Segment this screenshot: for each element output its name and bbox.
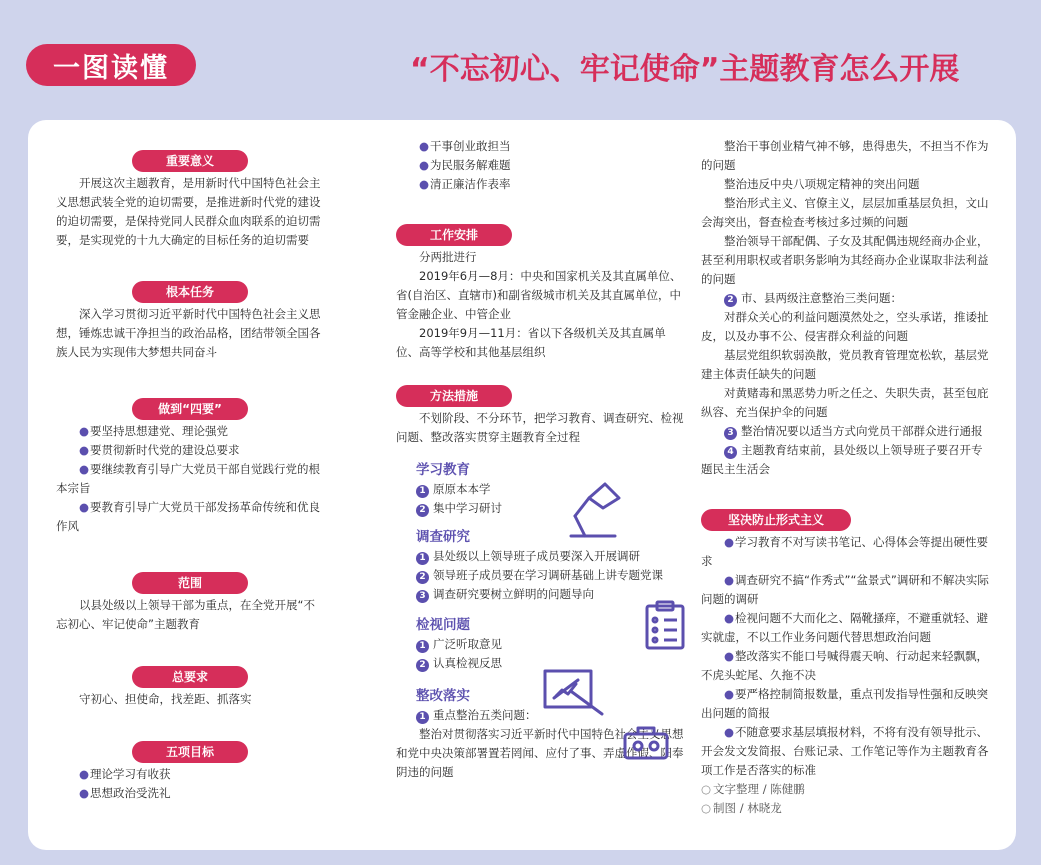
column-right	[701, 120, 993, 818]
section-head-goals: 五项目标	[132, 741, 248, 763]
number-badge: 2	[416, 504, 429, 517]
column-left	[56, 120, 324, 803]
number-badge: 2	[724, 294, 737, 307]
list-item: 2 认真检视反思	[416, 654, 686, 673]
list-item: ● 要严格控制简报数量，重点刊发指导性强和反映突出问题的简报	[701, 685, 993, 723]
list-item: 2 市、县两级注意整治三类问题：	[701, 289, 993, 308]
scope-text: 以县处级以上领导干部为重点，在全党开展“不忘初心、牢记使命”主题教育	[56, 598, 315, 631]
rectify-text: 整治对贯彻落实习近平新时代中国特色社会主义思想和党中央决策部署置若罔闻、应付了事、弄虚作假、阳奉阴违的问题	[396, 727, 684, 779]
credit-text: ○ 文字整理 / 陈健鹏	[701, 780, 993, 799]
list-item: 1 原原本本学	[416, 480, 686, 499]
list-item: ● 检视问题不大而化之、隔靴搔痒，不避重就轻、避实就虚，不以工作业务问题代替思想政治问题	[701, 609, 993, 647]
number-badge: 3	[416, 590, 429, 603]
rectify-para: 整治干事创业精气神不够，患得患失，不担当不作为的问题	[701, 139, 989, 172]
list-item: 2 集中学习研讨	[416, 499, 686, 518]
list-item: ● 要坚持思想建党、理论强党	[56, 422, 324, 441]
number-badge: 2	[416, 571, 429, 584]
section-head-work: 工作安排	[396, 224, 512, 246]
page-title: “不忘初心、牢记使命”主题教育怎么开展	[410, 52, 960, 87]
list-item: ● 要继续教育引导广大党员干部自觉践行党的根本宗旨	[56, 460, 324, 498]
list-item: ● 要贯彻新时代党的建设总要求	[56, 441, 324, 460]
work-line2: 2019年6月—8月：中央和国家机关及其直属单位、省(自治区、直辖市)和副省级城市机关及其直属单位，中管金融企业、中管企业	[396, 269, 682, 321]
rectify-para: 整治形式主义、官僚主义，层层加重基层负担，文山会海突出，督查检查考核过多过频的问题	[701, 196, 989, 229]
number-badge: 3	[724, 427, 737, 440]
general-text: 守初心、担使命，找差距、抓落实	[79, 692, 252, 706]
number-badge: 1	[416, 640, 429, 653]
list-item: 3 整治情况要以适当方式向党员干部群众进行通报	[701, 422, 993, 441]
desk-lamp-icon	[561, 478, 625, 540]
section-head-general: 总要求	[132, 666, 248, 688]
list-item: ● 为民服务解难题	[396, 156, 686, 175]
list-item: ● 理论学习有收获	[56, 765, 324, 784]
list-item: ● 思想政治受洗礼	[56, 784, 324, 803]
section-head-significance: 重要意义	[132, 150, 248, 172]
column-middle	[396, 120, 686, 782]
significance-text: 开展这次主题教育，是用新时代中国特色社会主义思想武装全党的迫切需要，是推进新时代党的建设的迫切需要，是保持党同人民群众血肉联系的迫切需要，是实现党的十九大确定的目标任务的迫切需要	[56, 176, 321, 247]
list-item: 3 调查研究要树立鲜明的问题导向	[416, 585, 686, 604]
section-head-four: 做到“四要”	[132, 398, 248, 420]
list-item: 2 领导班子成员要在学习调研基础上讲专题党课	[416, 566, 686, 585]
list-item: 1 广泛听取意见	[416, 635, 686, 654]
section-head-scope: 范围	[132, 572, 248, 594]
rectify-para: 整治领导干部配偶、子女及其配偶违规经商办企业，甚至利用职权或者职务影响为其经商办企业谋取非法利益的问题	[701, 234, 989, 286]
rectify-para: 对黄赌毒和黑恶势力听之任之、失职失责，甚至包庇纵容、充当保护伞的问题	[701, 386, 989, 419]
list-item: 1 重点整治五类问题：	[416, 706, 686, 725]
section-head-method: 方法措施	[396, 385, 512, 407]
monitor-check-icon	[542, 668, 608, 718]
list-item: 4 主题教育结束前，县处级以上领导班子要召开专题民主生活会	[701, 443, 983, 476]
list-item: ● 清正廉洁作表率	[396, 175, 686, 194]
study-head: 学习教育	[416, 462, 470, 478]
credit-image: ○ 制图 / 林晓龙	[701, 799, 993, 818]
number-badge: 1	[416, 711, 429, 724]
number-badge: 1	[416, 552, 429, 565]
rectify-para: 基层党组织软弱涣散，党员教育管理宽松软，基层党建主体责任缺失的问题	[701, 348, 989, 381]
work-line1: 分两批进行	[419, 250, 477, 264]
task-text: 深入学习贯彻习近平新时代中国特色社会主义思想，锤炼忠诚干净担当的政治品格，团结带领全国各族人民为实现伟大梦想共同奋斗	[56, 307, 321, 359]
header-badge: 一图读懂	[26, 44, 196, 86]
method-text: 不划阶段、不分环节，把学习教育、调查研究、检视问题、整改落实贯穿主题教育全过程	[396, 411, 684, 444]
number-badge: 1	[416, 485, 429, 498]
section-head-task: 根本任务	[132, 281, 248, 303]
list-item: ● 不随意要求基层填报材料，不将有没有领导批示、开会发文发简报、台账记录、工作笔记等作为主题教育各项工作是否落实的标准	[701, 723, 993, 780]
list-item: ● 学习教育不对写读书笔记、心得体会等提出硬性要求	[701, 533, 993, 571]
list-item: ● 整改落实不能口号喊得震天响、行动起来轻飘飘，不虎头蛇尾、久拖不决	[701, 647, 993, 685]
number-badge: 2	[416, 659, 429, 672]
list-item: ● 调查研究不搞“作秀式”“盆景式”调研和不解决实际问题的调研	[701, 571, 993, 609]
section-head-formalism: 坚决防止形式主义	[701, 509, 851, 531]
list-item: ● 干事创业敢担当	[396, 137, 686, 156]
rectify-head: 整改落实	[416, 688, 470, 704]
research-head: 调查研究	[416, 529, 470, 545]
toolbox-icon	[622, 724, 670, 760]
clipboard-icon	[644, 600, 686, 650]
list-item: ● 要教育引导广大党员干部发扬革命传统和优良作风	[56, 498, 324, 536]
content-card	[28, 120, 1016, 850]
work-line3: 2019年9月—11月：省以下各级机关及其直属单位、高等学校和其他基层组织	[396, 326, 666, 359]
list-item: 1 县处级以上领导班子成员要深入开展调研	[416, 547, 686, 566]
rectify-para: 整治违反中央八项规定精神的突出问题	[724, 177, 920, 191]
number-badge: 4	[724, 446, 737, 459]
rectify-para: 对群众关心的利益问题漠然处之，空头承诺，推诿扯皮，以及办事不公、侵害群众利益的问题	[701, 310, 989, 343]
inspect-head: 检视问题	[416, 617, 470, 633]
